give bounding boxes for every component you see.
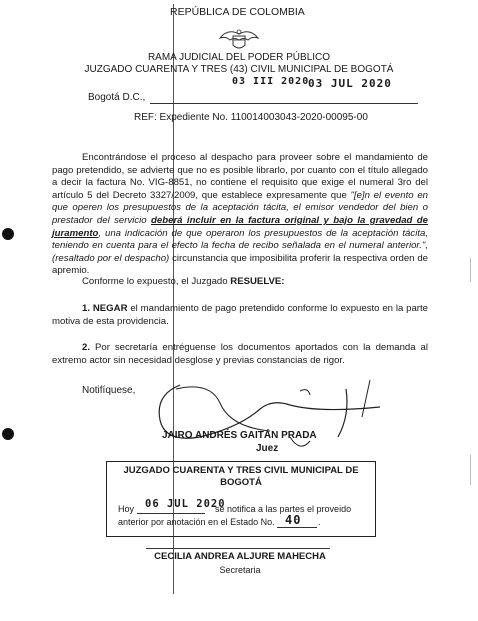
- judge-name: JAIRO ANDRÉS GAITÁN PRADA: [162, 430, 317, 441]
- item-negar: 1. NEGAR el mandamiento de pago pretendido conforme lo expuesto en la parte motiva de esta providencia.: [52, 303, 429, 327]
- notice-title-line2: BOGOTÁ: [220, 477, 262, 488]
- scan-edge-mark: [470, 455, 471, 485]
- reference: REF: Expediente No. 110014003043-2020-00095-00: [134, 112, 368, 123]
- notice-estado-line: [277, 527, 317, 528]
- notify-label: Notifíquese,: [82, 385, 136, 396]
- header-court: JUZGADO CUARENTA Y TRES (43) CIVIL MUNICIPAL DE BOGOTÁ: [84, 64, 394, 75]
- paragraph-reasoning: Encontrándose el proceso al despacho para proveer sobre el mandamiento de pago pretendido, se advierte que no es posible librarlo, por cuanto con el título allegado a decir la factura No. VIG-8851, no contiene el requisito que exige el numeral 3ro del artículo 5 del Decreto 3327/2009, que establece expresamente que "[e]n el evento en que operen los presupuestos de la aceptación tácita, el emisor vendedor del bien o prestador del servicio deberá incluir en la factura original y bajo la gravedad de juramento, una indicación de que operaron los presupuestos de la aceptación tácita, teniendo en cuenta para el efecto la fecha de recibo señalada en el numeral anterior.",(resaltado por el despacho) circunstancia que imposibilita proferir la respectiva orden de apremio.: [52, 152, 429, 277]
- scan-edge-mark: [470, 258, 471, 282]
- judge-title: Juez: [256, 443, 279, 454]
- punch-hole-mark-top: [2, 228, 14, 240]
- notice-hoy-date: 06 JUL 2020: [145, 498, 226, 510]
- notification-box: [106, 461, 376, 537]
- secretary-title: Secretaria: [219, 565, 261, 575]
- paragraph-resolves: Conforme lo expuesto, el Juzgado RESUELVE:: [82, 276, 285, 287]
- item-entrega: 2. Por secretaría entréguense los documentos aportados con la demanda al extremo actor sin necesidad desglose y previas constancias de rigor.: [52, 342, 428, 366]
- date-line: [150, 103, 418, 104]
- punch-hole-mark-bottom: [2, 428, 14, 440]
- received-stamp-date: 03 III 2020: [232, 76, 310, 87]
- place-label: Bogotá D.C.,: [88, 92, 146, 103]
- coat-of-arms-icon: [218, 28, 260, 52]
- header-branch: RAMA JUDICIAL DEL PODER PÚBLICO: [147, 52, 331, 63]
- secretary-line: [146, 548, 330, 549]
- notice-estado-number: 40: [285, 513, 302, 527]
- decision-stamp-date: 03 JUL 2020: [308, 77, 392, 90]
- header-republic: REPÚBLICA DE COLOMBIA: [170, 6, 305, 18]
- notice-estado-prefix: anterior por anotación en el Estado No.: [118, 517, 275, 527]
- secretary-name: CECILIA ANDREA ALJURE MAHECHA: [154, 551, 326, 562]
- notice-title-line1: JUZGADO CUARENTA Y TRES CIVIL MUNICIPAL DE: [123, 465, 359, 476]
- notice-hoy-line: [137, 513, 205, 514]
- notice-hoy-label: Hoy: [118, 504, 135, 514]
- notice-estado-suffix: .: [318, 517, 321, 527]
- notice-hoy-text: se notifica a las partes el proveido: [215, 504, 352, 514]
